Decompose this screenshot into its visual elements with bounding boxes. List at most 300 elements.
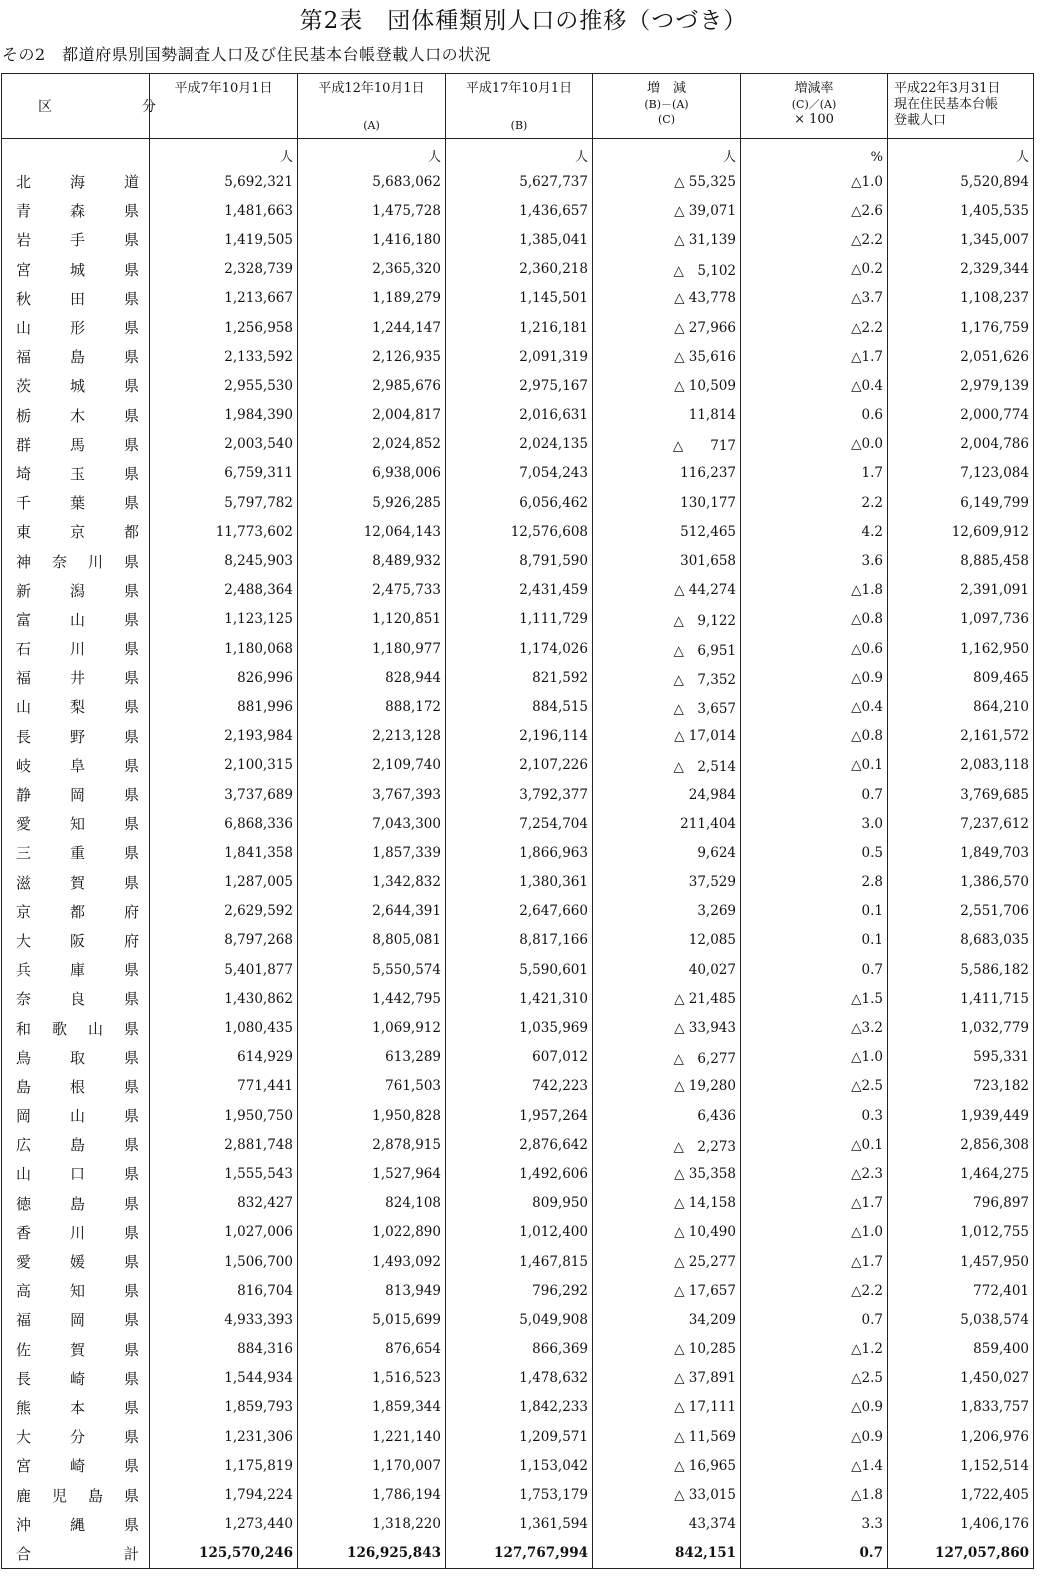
pop-h7-cell: 3,737,689 (150, 780, 298, 809)
prefecture-name-cell: 熊本県 (2, 1393, 150, 1422)
change-rate-cell: △1.4 (741, 1451, 888, 1480)
change-rate-cell: △1.8 (741, 1480, 888, 1509)
table-row (2, 1101, 1034, 1130)
pop-h7-cell: 1,027,006 (150, 1218, 298, 1247)
pop-h12-cell: 1,786,194 (298, 1480, 446, 1509)
table-row (2, 984, 1034, 1013)
change-cell: △ 3,657 (593, 692, 741, 721)
change-rate-cell: △1.7 (741, 1247, 888, 1276)
prefecture-name-cell: 千葉県 (2, 488, 150, 517)
prefecture-name-cell: 佐賀県 (2, 1335, 150, 1364)
pop-h17-cell: 2,975,167 (446, 371, 593, 400)
pop-h22-cell: 3,769,685 (888, 780, 1034, 809)
change-rate-cell: △0.9 (741, 663, 888, 692)
pop-h7-cell: 1,287,005 (150, 868, 298, 897)
table-subtitle: その2 都道府県別国勢調査人口及び住民基本台帳登載人口の状況 (2, 45, 492, 64)
prefecture-name-cell: 愛媛県 (2, 1247, 150, 1276)
pop-h22-cell: 2,051,626 (888, 342, 1034, 371)
header-h17 (446, 74, 593, 139)
prefecture-name-cell: 群馬県 (2, 430, 150, 459)
change-rate-cell: 0.5 (741, 838, 888, 867)
pop-h7-cell: 1,180,068 (150, 634, 298, 663)
pop-h22-cell: 864,210 (888, 692, 1034, 721)
pop-h12-cell: 1,527,964 (298, 1159, 446, 1188)
pop-h7-cell: 771,441 (150, 1072, 298, 1101)
change-rate-cell: △0.8 (741, 605, 888, 634)
header-h12 (298, 74, 446, 139)
unit-row (2, 139, 1034, 168)
pop-h22-cell: 723,182 (888, 1072, 1034, 1101)
change-cell: 211,404 (593, 809, 741, 838)
prefecture-name-cell: 高知県 (2, 1276, 150, 1305)
header-h12-sub: (A) (363, 119, 380, 132)
change-rate-cell: △1.0 (741, 1043, 888, 1072)
change-rate-cell: 2.8 (741, 868, 888, 897)
pop-h22-cell: 7,123,084 (888, 459, 1034, 488)
prefecture-name-cell: 神奈川県 (2, 546, 150, 575)
table-row (2, 838, 1034, 867)
header-change (593, 74, 741, 139)
prefecture-name-cell: 福岡県 (2, 1305, 150, 1334)
unit-cell: % (741, 139, 888, 168)
pop-h12-cell: 2,109,740 (298, 751, 446, 780)
pop-h12-cell: 1,475,728 (298, 196, 446, 225)
prefecture-name-cell: 愛知県 (2, 809, 150, 838)
pop-h22-cell: 1,457,950 (888, 1247, 1034, 1276)
pop-h7-cell: 8,245,903 (150, 546, 298, 575)
pop-h22-cell: 1,108,237 (888, 284, 1034, 313)
change-cell: △ 10,285 (593, 1335, 741, 1364)
pop-h12-cell: 1,950,828 (298, 1101, 446, 1130)
pop-h7-cell: 1,231,306 (150, 1422, 298, 1451)
pop-h17-cell: 2,431,459 (446, 576, 593, 605)
pop-h17-cell: 2,360,218 (446, 255, 593, 284)
header-rate-label: 増減率 (794, 81, 834, 96)
prefecture-name-cell: 石川県 (2, 634, 150, 663)
pop-h7-cell: 1,175,819 (150, 1451, 298, 1480)
table-row (2, 1043, 1034, 1072)
change-rate-cell: 4.2 (741, 517, 888, 546)
change-rate-cell: 3.0 (741, 809, 888, 838)
prefecture-name-cell: 秋田県 (2, 284, 150, 313)
pop-h7-cell: 6,759,311 (150, 459, 298, 488)
pop-h7-cell: 1,794,224 (150, 1480, 298, 1509)
prefecture-name-cell: 合計 (2, 1539, 150, 1569)
change-rate-cell: △0.9 (741, 1393, 888, 1422)
total-row (2, 1539, 1034, 1569)
pop-h17-cell: 1,478,632 (446, 1364, 593, 1393)
pop-h17-cell: 5,590,601 (446, 955, 593, 984)
pop-h17-cell: 6,056,462 (446, 488, 593, 517)
prefecture-name-cell: 福島県 (2, 342, 150, 371)
header-change-code: (C) (658, 113, 675, 126)
table-row (2, 546, 1034, 575)
pop-h22-cell: 1,162,950 (888, 634, 1034, 663)
pop-h7-cell: 4,933,393 (150, 1305, 298, 1334)
prefecture-name-cell: 三重県 (2, 838, 150, 867)
pop-h12-cell: 2,213,128 (298, 722, 446, 751)
table-row (2, 167, 1034, 196)
change-rate-cell: 3.6 (741, 546, 888, 575)
pop-h12-cell: 6,938,006 (298, 459, 446, 488)
pop-h7-cell: 1,481,663 (150, 196, 298, 225)
pop-h12-cell: 1,069,912 (298, 1013, 446, 1042)
pop-h17-cell: 1,492,606 (446, 1159, 593, 1188)
pop-h22-cell: 8,683,035 (888, 926, 1034, 955)
change-rate-cell: △2.2 (741, 225, 888, 254)
change-cell: 40,027 (593, 955, 741, 984)
prefecture-name-cell: 北海道 (2, 167, 150, 196)
pop-h12-cell: 1,170,007 (298, 1451, 446, 1480)
prefecture-name-cell: 滋賀県 (2, 868, 150, 897)
pop-h17-cell: 1,012,400 (446, 1218, 593, 1247)
pop-h12-cell: 2,985,676 (298, 371, 446, 400)
table-row (2, 1393, 1034, 1422)
change-cell: △ 55,325 (593, 167, 741, 196)
change-cell: 34,209 (593, 1305, 741, 1334)
change-cell: △ 44,274 (593, 576, 741, 605)
pop-h12-cell: 824,108 (298, 1189, 446, 1218)
pop-h7-cell: 884,316 (150, 1335, 298, 1364)
change-cell: △ 2,514 (593, 751, 741, 780)
pop-h22-cell: 2,004,786 (888, 430, 1034, 459)
table-row (2, 1422, 1034, 1451)
pop-h12-cell: 1,189,279 (298, 284, 446, 313)
pop-h17-cell: 1,467,815 (446, 1247, 593, 1276)
table-row (2, 576, 1034, 605)
pop-h7-cell: 614,929 (150, 1043, 298, 1072)
pop-h7-cell: 2,881,748 (150, 1130, 298, 1159)
pop-h22-cell: 1,411,715 (888, 984, 1034, 1013)
pop-h22-cell: 1,722,405 (888, 1480, 1034, 1509)
prefecture-name-cell: 大分県 (2, 1422, 150, 1451)
pop-h22-cell: 5,586,182 (888, 955, 1034, 984)
pop-h7-cell: 1,430,862 (150, 984, 298, 1013)
pop-h17-cell: 1,957,264 (446, 1101, 593, 1130)
pop-h17-cell: 7,054,243 (446, 459, 593, 488)
table-row (2, 780, 1034, 809)
pop-h22-cell: 772,401 (888, 1276, 1034, 1305)
change-rate-cell: 0.7 (741, 1305, 888, 1334)
change-rate-cell: △2.2 (741, 313, 888, 342)
pop-h17-cell: 127,767,994 (446, 1539, 593, 1569)
pop-h17-cell: 2,016,631 (446, 401, 593, 430)
pop-h7-cell: 2,133,592 (150, 342, 298, 371)
change-rate-cell: △2.3 (741, 1159, 888, 1188)
pop-h7-cell: 2,003,540 (150, 430, 298, 459)
change-rate-cell: △1.8 (741, 576, 888, 605)
table-row (2, 517, 1034, 546)
pop-h17-cell: 2,196,114 (446, 722, 593, 751)
pop-h17-cell: 1,145,501 (446, 284, 593, 313)
pop-h17-cell: 884,515 (446, 692, 593, 721)
pop-h12-cell: 2,878,915 (298, 1130, 446, 1159)
prefecture-name-cell: 島根県 (2, 1072, 150, 1101)
pop-h22-cell: 2,329,344 (888, 255, 1034, 284)
table-row (2, 225, 1034, 254)
change-cell: △ 16,965 (593, 1451, 741, 1480)
pop-h7-cell: 1,841,358 (150, 838, 298, 867)
change-rate-cell: 0.3 (741, 1101, 888, 1130)
change-rate-cell: △2.2 (741, 1276, 888, 1305)
prefecture-name-cell: 静岡県 (2, 780, 150, 809)
pop-h7-cell: 2,328,739 (150, 255, 298, 284)
unit-cell: 人 (593, 139, 741, 168)
prefecture-name-cell: 栃木県 (2, 401, 150, 430)
change-cell: △ 39,071 (593, 196, 741, 225)
pop-h17-cell: 1,153,042 (446, 1451, 593, 1480)
header-rate-multiplier: × 100 (794, 112, 834, 127)
table-row (2, 196, 1034, 225)
change-cell: △ 17,657 (593, 1276, 741, 1305)
pop-h17-cell: 2,024,135 (446, 430, 593, 459)
change-cell: △ 14,158 (593, 1189, 741, 1218)
change-rate-cell: △0.1 (741, 1130, 888, 1159)
pop-h17-cell: 1,385,041 (446, 225, 593, 254)
pop-h22-cell: 1,345,007 (888, 225, 1034, 254)
change-rate-cell: 0.7 (741, 955, 888, 984)
pop-h22-cell: 1,849,703 (888, 838, 1034, 867)
pop-h12-cell: 761,503 (298, 1072, 446, 1101)
pop-h17-cell: 7,254,704 (446, 809, 593, 838)
change-rate-cell: △1.7 (741, 342, 888, 371)
pop-h17-cell: 821,592 (446, 663, 593, 692)
pop-h22-cell: 859,400 (888, 1335, 1034, 1364)
change-cell: △ 37,891 (593, 1364, 741, 1393)
header-change-label: 増 減 (646, 81, 686, 96)
change-rate-cell: △2.5 (741, 1072, 888, 1101)
pop-h22-cell: 2,551,706 (888, 897, 1034, 926)
prefecture-name-cell: 岡山県 (2, 1101, 150, 1130)
pop-h22-cell: 1,206,976 (888, 1422, 1034, 1451)
pop-h22-cell: 1,386,570 (888, 868, 1034, 897)
pop-h7-cell: 832,427 (150, 1189, 298, 1218)
table-row (2, 897, 1034, 926)
pop-h7-cell: 2,488,364 (150, 576, 298, 605)
table-row (2, 926, 1034, 955)
prefecture-name-cell: 長野県 (2, 722, 150, 751)
pop-h12-cell: 888,172 (298, 692, 446, 721)
change-rate-cell: △1.2 (741, 1335, 888, 1364)
pop-h22-cell: 1,012,755 (888, 1218, 1034, 1247)
pop-h17-cell: 2,091,319 (446, 342, 593, 371)
pop-h22-cell: 5,520,894 (888, 167, 1034, 196)
pop-h7-cell: 2,629,592 (150, 897, 298, 926)
header-h12-label: 平成12年10月1日 (318, 81, 425, 96)
pop-h12-cell: 2,024,852 (298, 430, 446, 459)
prefecture-name-cell: 埼玉県 (2, 459, 150, 488)
pop-h17-cell: 866,369 (446, 1335, 593, 1364)
unit-cell: 人 (888, 139, 1034, 168)
pop-h17-cell: 1,035,969 (446, 1013, 593, 1042)
change-cell: 12,085 (593, 926, 741, 955)
pop-h7-cell: 816,704 (150, 1276, 298, 1305)
change-cell: 24,984 (593, 780, 741, 809)
change-rate-cell: 2.2 (741, 488, 888, 517)
prefecture-name-cell: 広島県 (2, 1130, 150, 1159)
pop-h12-cell: 1,221,140 (298, 1422, 446, 1451)
change-rate-cell: △1.5 (741, 984, 888, 1013)
table-row (2, 371, 1034, 400)
table-row (2, 459, 1034, 488)
pop-h7-cell: 881,996 (150, 692, 298, 721)
pop-h22-cell: 1,464,275 (888, 1159, 1034, 1188)
table-row (2, 809, 1034, 838)
change-cell: △ 6,277 (593, 1043, 741, 1072)
prefecture-name-cell: 沖縄県 (2, 1510, 150, 1539)
pop-h12-cell: 1,493,092 (298, 1247, 446, 1276)
pop-h22-cell: 595,331 (888, 1043, 1034, 1072)
pop-h17-cell: 1,753,179 (446, 1480, 593, 1509)
header-h17-label: 平成17年10月1日 (465, 81, 573, 96)
pop-h7-cell: 8,797,268 (150, 926, 298, 955)
change-cell: △ 31,139 (593, 225, 741, 254)
pop-h22-cell: 796,897 (888, 1189, 1034, 1218)
pop-h12-cell: 126,925,843 (298, 1539, 446, 1569)
table-row (2, 342, 1034, 371)
table-row (2, 430, 1034, 459)
table-row (2, 488, 1034, 517)
header-h22-line2: 現在住民基本台帳 (894, 97, 999, 112)
pop-h17-cell: 5,627,737 (446, 167, 593, 196)
pop-h17-cell: 1,380,361 (446, 868, 593, 897)
pop-h22-cell: 7,237,612 (888, 809, 1034, 838)
table-row (2, 868, 1034, 897)
change-rate-cell: 0.1 (741, 926, 888, 955)
pop-h12-cell: 828,944 (298, 663, 446, 692)
pop-h12-cell: 8,489,932 (298, 546, 446, 575)
page-title: 第2表 団体種類別人口の推移（つづき） (299, 8, 748, 34)
pop-h12-cell: 813,949 (298, 1276, 446, 1305)
header-change-formula: (B)－(A) (644, 98, 689, 111)
prefecture-name-cell: 山口県 (2, 1159, 150, 1188)
prefecture-name-cell: 宮崎県 (2, 1451, 150, 1480)
table-row (2, 313, 1034, 342)
unit-cell: 人 (446, 139, 593, 168)
pop-h17-cell: 1,842,233 (446, 1393, 593, 1422)
change-rate-cell: △3.7 (741, 284, 888, 313)
table-row (2, 1130, 1034, 1159)
pop-h22-cell: 1,450,027 (888, 1364, 1034, 1393)
pop-h17-cell: 5,049,908 (446, 1305, 593, 1334)
change-cell: △ 10,490 (593, 1218, 741, 1247)
prefecture-name-cell: 長崎県 (2, 1364, 150, 1393)
table-row (2, 1072, 1034, 1101)
pop-h12-cell: 1,318,220 (298, 1510, 446, 1539)
pop-h17-cell: 742,223 (446, 1072, 593, 1101)
change-cell: △ 35,616 (593, 342, 741, 371)
pop-h22-cell: 809,465 (888, 663, 1034, 692)
prefecture-name-cell: 徳島県 (2, 1189, 150, 1218)
pop-h17-cell: 2,107,226 (446, 751, 593, 780)
pop-h22-cell: 2,391,091 (888, 576, 1034, 605)
table-row (2, 1364, 1034, 1393)
pop-h22-cell: 1,833,757 (888, 1393, 1034, 1422)
pop-h12-cell: 3,767,393 (298, 780, 446, 809)
pop-h22-cell: 1,032,779 (888, 1013, 1034, 1042)
change-rate-cell: △1.7 (741, 1189, 888, 1218)
change-cell: △ 17,111 (593, 1393, 741, 1422)
pop-h17-cell: 3,792,377 (446, 780, 593, 809)
change-cell: △ 7,352 (593, 663, 741, 692)
header-h22-line3: 登載人口 (894, 113, 947, 128)
change-cell: △ 11,569 (593, 1422, 741, 1451)
pop-h12-cell: 5,550,574 (298, 955, 446, 984)
pop-h12-cell: 613,289 (298, 1043, 446, 1072)
pop-h7-cell: 5,797,782 (150, 488, 298, 517)
change-rate-cell: △2.6 (741, 196, 888, 225)
change-cell: 9,624 (593, 838, 741, 867)
pop-h12-cell: 876,654 (298, 1335, 446, 1364)
table-row (2, 1218, 1034, 1247)
table-row (2, 722, 1034, 751)
pop-h12-cell: 1,244,147 (298, 313, 446, 342)
pop-h12-cell: 1,180,977 (298, 634, 446, 663)
change-rate-cell: △0.8 (741, 722, 888, 751)
change-cell: △ 35,358 (593, 1159, 741, 1188)
prefecture-name-cell: 鳥取県 (2, 1043, 150, 1072)
pop-h12-cell: 1,022,890 (298, 1218, 446, 1247)
pop-h22-cell: 2,979,139 (888, 371, 1034, 400)
pop-h22-cell: 1,097,736 (888, 605, 1034, 634)
pop-h17-cell: 1,436,657 (446, 196, 593, 225)
pop-h12-cell: 2,365,320 (298, 255, 446, 284)
header-h22-line1: 平成22年3月31日 (894, 81, 1001, 96)
prefecture-name-cell: 奈良県 (2, 984, 150, 1013)
population-table (1, 73, 1034, 1569)
table-row (2, 692, 1034, 721)
unit-cell: 人 (150, 139, 298, 168)
header-kubun: 区 分 (2, 74, 150, 139)
table-row (2, 663, 1034, 692)
pop-h17-cell: 1,216,181 (446, 313, 593, 342)
pop-h17-cell: 2,647,660 (446, 897, 593, 926)
pop-h7-cell: 2,100,315 (150, 751, 298, 780)
pop-h7-cell: 1,123,125 (150, 605, 298, 634)
table-row (2, 1510, 1034, 1539)
change-rate-cell: 0.6 (741, 401, 888, 430)
pop-h17-cell: 12,576,608 (446, 517, 593, 546)
prefecture-name-cell: 山梨県 (2, 692, 150, 721)
pop-h22-cell: 1,152,514 (888, 1451, 1034, 1480)
pop-h12-cell: 5,926,285 (298, 488, 446, 517)
unit-cell: 人 (298, 139, 446, 168)
pop-h17-cell: 607,012 (446, 1043, 593, 1072)
table-row (2, 1305, 1034, 1334)
table-row (2, 955, 1034, 984)
pop-h7-cell: 1,950,750 (150, 1101, 298, 1130)
table-row (2, 1247, 1034, 1276)
pop-h7-cell: 11,773,602 (150, 517, 298, 546)
pop-h7-cell: 1,544,934 (150, 1364, 298, 1393)
pop-h12-cell: 1,416,180 (298, 225, 446, 254)
change-rate-cell: 0.1 (741, 897, 888, 926)
pop-h7-cell: 1,506,700 (150, 1247, 298, 1276)
table-row (2, 1335, 1034, 1364)
pop-h17-cell: 2,876,642 (446, 1130, 593, 1159)
pop-h22-cell: 1,406,176 (888, 1510, 1034, 1539)
pop-h17-cell: 809,950 (446, 1189, 593, 1218)
table-row (2, 401, 1034, 430)
change-rate-cell: 0.7 (741, 1539, 888, 1569)
table-row (2, 1451, 1034, 1480)
change-cell: △ 5,102 (593, 255, 741, 284)
change-cell: △ 10,509 (593, 371, 741, 400)
prefecture-name-cell: 富山県 (2, 605, 150, 634)
pop-h12-cell: 5,683,062 (298, 167, 446, 196)
table-row (2, 1159, 1034, 1188)
change-rate-cell: △0.4 (741, 371, 888, 400)
